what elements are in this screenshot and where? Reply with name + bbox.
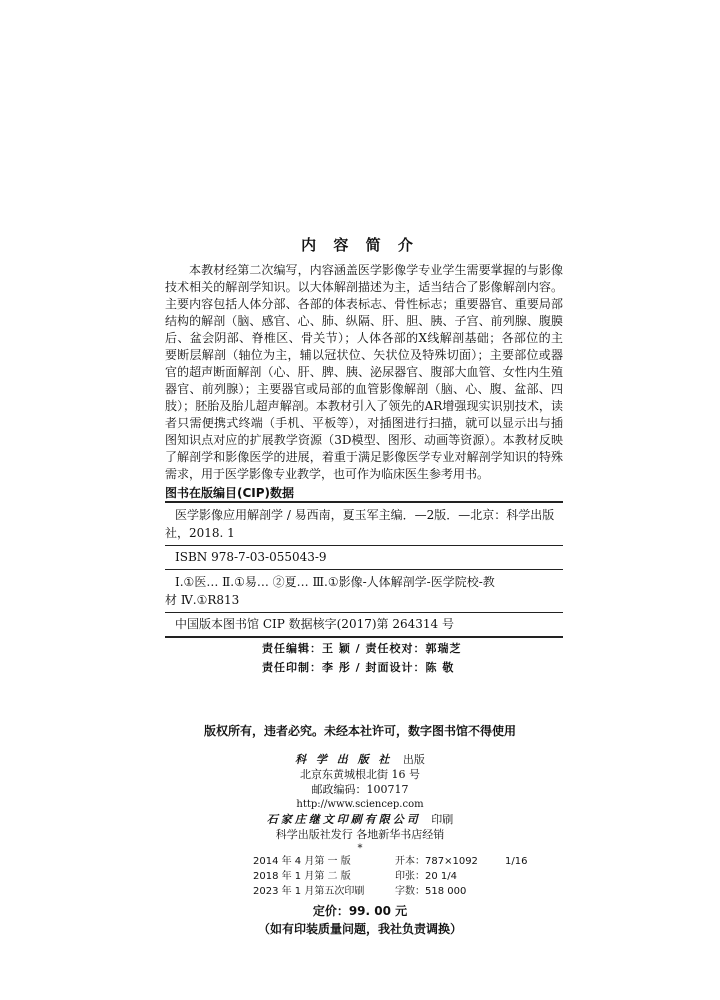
editor-credits-2: 责任印制：李 彤 / 封面设计：陈 敬 (262, 661, 455, 674)
publisher-line (0, 752, 720, 767)
cip-verification: 中国版本图书馆 CIP 数据核字(2017)第 264314 号 (175, 617, 454, 631)
edition-row (253, 854, 527, 869)
cip-rule-3 (165, 612, 563, 613)
publisher-action: 出版 (402, 753, 425, 766)
separator-star: * (357, 843, 363, 854)
edition-spec-extra: 1/16 (505, 856, 528, 867)
cip-bottom-rule (165, 636, 563, 638)
price: 定价：99. 00 元 (312, 904, 408, 918)
cip-rule-1 (165, 545, 563, 546)
publisher-name: 科 学 出 版 社 (295, 753, 393, 766)
intro-title: 内 容 简 介 (301, 236, 419, 254)
intro-body (165, 262, 563, 483)
edition-row (253, 884, 527, 899)
edition-spec: 印张：20 1/4 (395, 871, 457, 882)
intro-paragraph: 本教材经第二次编写，内容涵盖医学影像学专业学生需要掌握的与影像技术相关的解剖学知识。以大体解剖描述为主，适当结合了影像解剖内容。主要内容包括人体分部、各部的体表标志、骨性标志；重要器官、重要局部结构的解剖（脑、感官、心、肺、纵隔、肝、胆、胰、子宫、前列腺、腹膜后、盆会阴部、脊椎区、骨关节）；人体各部的X线解剖基础；各部位的主要断层解剖（轴位为主，辅以冠状位、矢状位及特殊切面）；主要部位或器官的超声断面解剖（心、肝、脾、胰、泌尿器官、腹部大血管、女性内生殖器官、前列腺）；主要器官或局部的血管影像解剖（脑、心、腹、盆部、四肢）；胚胎及胎儿超声解剖。本教材引入了领先的AR增强现实识别技术，读者只需便携式终端（手机、平板等），对插图进行扫描，就可以显示出与插图知识点对应的扩展教学资源（3D模型、图形、动画等资源）。本教材反映了解剖学和影像医学的进展，着重于满足影像医学专业对解剖学知识的特殊需求，用于医学影像专业教学，也可作为临床医生参考用书。 (165, 263, 563, 481)
edition-table (253, 854, 527, 899)
cip-classification-2: 材 Ⅳ.①R813 (165, 593, 240, 607)
edition-date: 2018 年 1 月第 二 版 (253, 871, 351, 882)
publisher-postcode: 邮政编码：100717 (311, 783, 409, 796)
distribution-line: 科学出版社发行 各地新华书店经销 (275, 828, 445, 841)
printer-action: 印刷 (431, 813, 454, 826)
publisher-website: http://www.sciencep.com (296, 799, 424, 810)
printer-name: 石家庄继文印刷有限公司 (266, 813, 421, 826)
edition-spec: 字数：518 000 (395, 886, 467, 897)
editor-credits-1: 责任编辑：王 颖 / 责任校对：郭瑞芝 (262, 642, 462, 655)
cip-classification-1: Ⅰ.①医… Ⅱ.①易… ②夏… Ⅲ.①影像-人体解剖学-医学院校-教 (175, 575, 495, 589)
cip-line-2: 社，2018. 1 (165, 526, 235, 540)
cip-line-1: 医学影像应用解剖学 / 易西南，夏玉军主编．—2版．—北京：科学出版 (175, 508, 555, 522)
cip-rule-2 (165, 569, 563, 570)
quality-guarantee: （如有印装质量问题，我社负责调换） (257, 922, 462, 936)
edition-date: 2014 年 4 月第 一 版 (253, 856, 351, 867)
edition-spec: 开本：787×1092 (395, 856, 478, 867)
printer-line (0, 812, 720, 827)
cip-heading: 图书在版编目(CIP)数据 (165, 486, 295, 500)
cip-isbn: ISBN 978-7-03-055043-9 (175, 550, 327, 564)
edition-row (253, 869, 527, 884)
cip-top-rule (165, 501, 563, 503)
rights-notice: 版权所有，违者必究。未经本社许可，数字图书馆不得使用 (203, 724, 516, 738)
publisher-address: 北京东黄城根北街 16 号 (300, 768, 420, 781)
edition-date: 2023 年 1 月第五次印刷 (253, 886, 365, 897)
